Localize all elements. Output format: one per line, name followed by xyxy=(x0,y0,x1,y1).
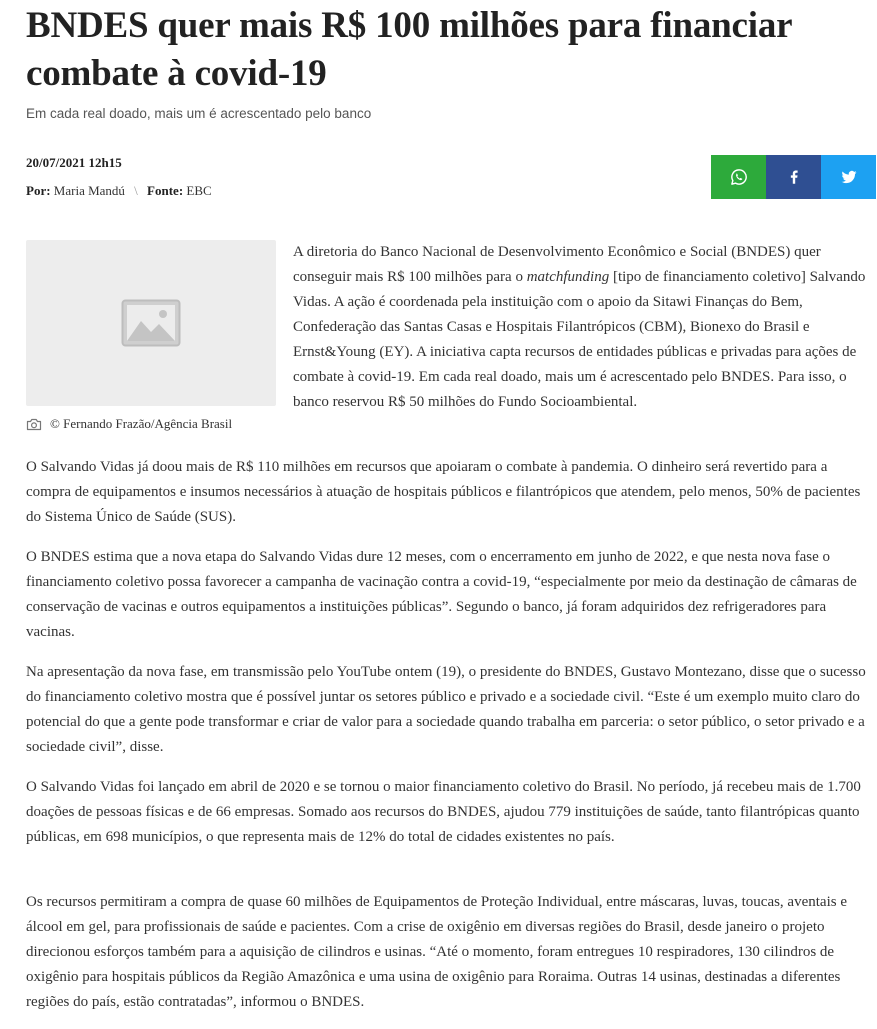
paragraph-1 xyxy=(293,240,877,415)
paragraph-5: O Salvando Vidas foi lançado em abril de 2020 e se tornou o maior financiamento coletivo do Brasil. No período, já recebeu mais de 1.700 doações de pessoas físicas e de 66 empresas. Somado aos recursos do BNDES, ajudou 779 instituições de saúde, tanto filantrópicas quanto públicas, em 698 municípios, o que representa mais de 12% do total de cidades existentes no país. xyxy=(26,779,861,845)
paragraph-2: O Salvando Vidas já doou mais de R$ 110 milhões em recursos que apoiaram o combate à pandemia. O dinheiro será revertido para a compra de equipamentos e insumos necessários à atuação de hospitais públicos e filantrópicos que atendem, pelo menos, 50% de pacientes do Sistema Único de Saúde (SUS). xyxy=(26,459,861,525)
share-bar xyxy=(711,155,876,199)
paragraph-4: Na apresentação da nova fase, em transmissão pelo YouTube ontem (19), o presidente do BNDES, Gustavo Montezano, disse que o sucesso do financiamento coletivo mostra que é possível juntar os setores público e privado e a sociedade civil. “Este é um exemplo muito claro do potencial do que a gente pode transformar e criar de valor para a sociedade quando trabalha em parceria: o setor público, o setor privado e a sociedade civil”, disse. xyxy=(26,664,866,755)
source-label: Fonte: xyxy=(147,183,184,198)
publish-date: 20/07/2021 12h15 xyxy=(26,155,122,170)
whatsapp-icon xyxy=(730,168,748,186)
photo-credit: © Fernando Frazão/Agência Brasil xyxy=(50,416,233,431)
paragraph-3: O BNDES estima que a nova etapa do Salvando Vidas dure 12 meses, com o encerramento em junho de 2022, e que nesta nova fase o financiamento coletivo possa favorecer a campanha de vacinação contra a covid-19, “especialmente por meio da destinação de câmaras de conservação de vacinas e outros equipamentos a instituições públicas”. Segundo o banco, já foram adquiridos dez refrigeradores para vacinas. xyxy=(26,549,857,640)
article-figure xyxy=(26,240,276,433)
paragraph-6: Os recursos permitiram a compra de quase 60 milhões de Equipamentos de Proteção Individual, entre máscaras, luvas, toucas, aventais e álcool em gel, para profissionais de saúde e pacientes. Com a crise de oxigênio em diversas regiões do Brasil, desde janeiro o projeto direcionou esforços também para a aquisição de cilindros e usinas. “Até o momento, foram entregues 10 respiradores, 130 cilindros de oxigênio para hospitais públicos da Região Amazônica e uma usina de oxigênio para Roraima. Outras 14 usinas, destinadas a diferentes regiões do país, estão contratadas”, informou o BNDES. xyxy=(26,894,847,1010)
share-twitter-button[interactable] xyxy=(821,155,876,199)
share-whatsapp-button[interactable] xyxy=(711,155,766,199)
image-caption xyxy=(26,415,276,433)
article-title: BNDES quer mais R$ 100 milhões para financiar combate à covid-19 xyxy=(26,5,792,94)
paragraph-1-text-b: [tipo de financiamento coletivo] Salvando Vidas. A ação é coordenada pela instituição com o apoio da Sitawi Finanças do Bem, Confederação das Santas Casas e Hospitais Filantrópicos (CBM), Bionexo do Brasil e Ernst&Young (EY). A iniciativa capta recursos de entidades públicas e privadas para ações de combate à covid-19. Em cada real doado, mais um é acrescentado pelo BNDES. Para isso, o banco reservou R$ 50 milhões do Fundo Socioambiental. xyxy=(293,269,866,410)
twitter-icon xyxy=(840,168,858,186)
author-label: Por: xyxy=(26,183,51,198)
author-name: Maria Mandú xyxy=(53,183,125,198)
byline-separator: \ xyxy=(134,183,138,198)
byline xyxy=(26,183,212,199)
paragraph-1-italic-term: matchfunding xyxy=(526,269,610,285)
camera-icon xyxy=(26,418,42,431)
source-name: EBC xyxy=(186,183,212,198)
image-placeholder-icon xyxy=(121,299,181,347)
facebook-icon xyxy=(785,168,803,186)
article-image xyxy=(26,240,276,406)
paragraph-1-text-a: A diretoria do Banco Nacional de Desenvolvimento Econômico e Social (BNDES) quer conseguir mais R$ 100 milhões para o xyxy=(293,244,821,285)
article-subtitle: Em cada real doado, mais um é acrescentado pelo banco xyxy=(26,106,372,121)
share-facebook-button[interactable] xyxy=(766,155,821,199)
